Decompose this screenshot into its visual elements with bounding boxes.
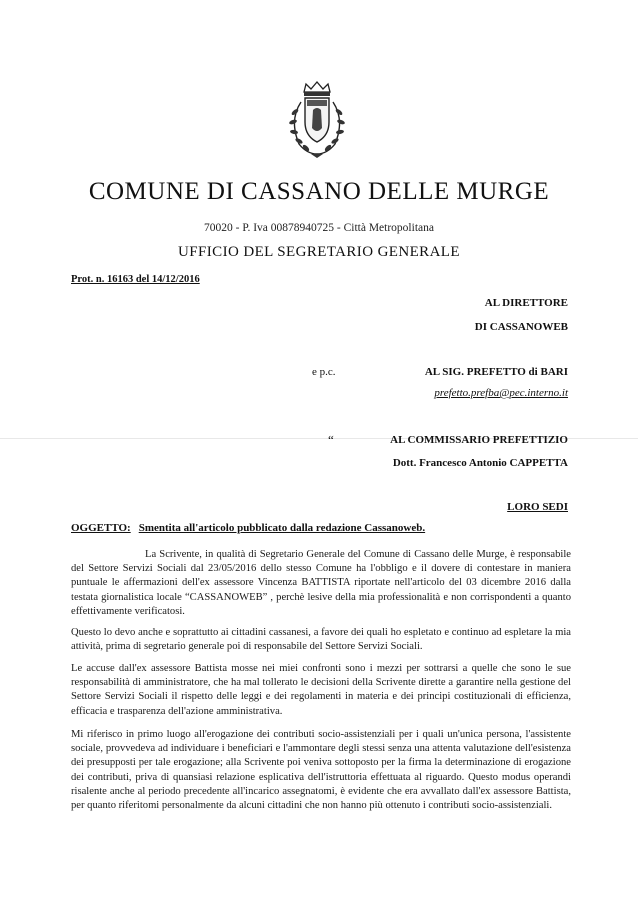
paragraph-1: La Scrivente, in qualità di Segretario Generale del Comune di Cassano delle Murge, è responsabile del Settore Servizi Sociali dal 23/05/2016 dello stesso Comune ha l'obbligo e il dovere di contestare in maniera puntuale le affermazioni dell'ex assessore Vincenza BATTISTA riportate nell'articolo del 03 dicembre 2016 dalla testata giornalistica locale “CASSANOWEB” , perchè lesive della mia professionalità e non corrispondenti a quanto effettivamente verificatosi.	[71, 549, 571, 617]
municipality-title: COMUNE DI CASSANO DELLE MURGE	[88, 178, 550, 205]
paragraph-4: Mi riferisco in primo luogo all'erogazione dei contributi socio-assistenziali per i quali un'unica persona, l'assistente sociale, provvedeva ad individuare i beneficiari e l'ammontare degli stessi senza una attenta valutazione dell'esistenza dei presupposti per tale erogazione; alla Scrivente poi veniva sottoposto per la firma la determinazione di erogazione dei contributi, priva di quansiasi relazione esplicativa dell'istruttoria effettuata al riguardo. Questo modus operandi risalente anche al periodo precedente all'incarico assegnatomi, è evidente che era avvallato dall'ex assessore Battista, per quanto riferitomi personalmente da alcuni cittadini che non hanno più ottenuto i contributi socio-assistenziali.	[71, 729, 571, 812]
paragraph-3: Le accuse dall'ex assessore Battista mosse nei miei confronti sono i mezzi per sottrarsi a quelle che sono le sue responsabilità di amministratore, che ha mal tollerato le decisioni della Scrivente dirette a garantire nella gestione del Settore Servizi Sociali il rispetto delle leggi e dei regolamenti in materia e dei principi costituzionali di efficienza, efficacia e trasparenza dell'azione amministrativa.	[71, 663, 571, 717]
subject-line	[71, 522, 425, 534]
loro-sedi: LORO SEDI	[507, 501, 568, 513]
cc-label: e p.c.	[312, 366, 336, 378]
office-title: UFFICIO DEL SEGRETARIO GENERALE	[178, 244, 460, 260]
ditto-mark: “	[328, 432, 334, 447]
protocol-number: Prot. n. 16163 del 14/12/2016	[71, 274, 200, 285]
paragraph-2: Questo lo devo anche e soprattutto ai cittadini cassanesi, a favore dei quali ho espletato e continuo ad espletare la mia attività, prima di segretario generale poi di responsabile del Settore Servizi Sociali.	[71, 627, 571, 653]
municipal-crest-icon	[277, 78, 357, 164]
recipient-commissario: AL COMMISSARIO PREFETTIZIO	[390, 434, 568, 446]
prefetto-email-link[interactable]: prefetto.prefba@pec.interno.it	[434, 387, 568, 399]
recipient-commissario-name: Dott. Francesco Antonio CAPPETTA	[392, 457, 568, 469]
recipient-line-2: DI CASSANOWEB	[474, 321, 568, 333]
recipient-prefetto: AL SIG. PREFETTO di BARI	[424, 366, 568, 378]
subject-text: Smentita all'articolo pubblicato dalla redazione Cassanoweb.	[138, 522, 426, 534]
subject-label: OGGETTO:	[71, 522, 131, 534]
recipient-line-1: AL DIRETTORE	[484, 297, 568, 309]
municipality-details: 70020 - P. Iva 00878940725 - Città Metropolitana	[204, 222, 434, 234]
